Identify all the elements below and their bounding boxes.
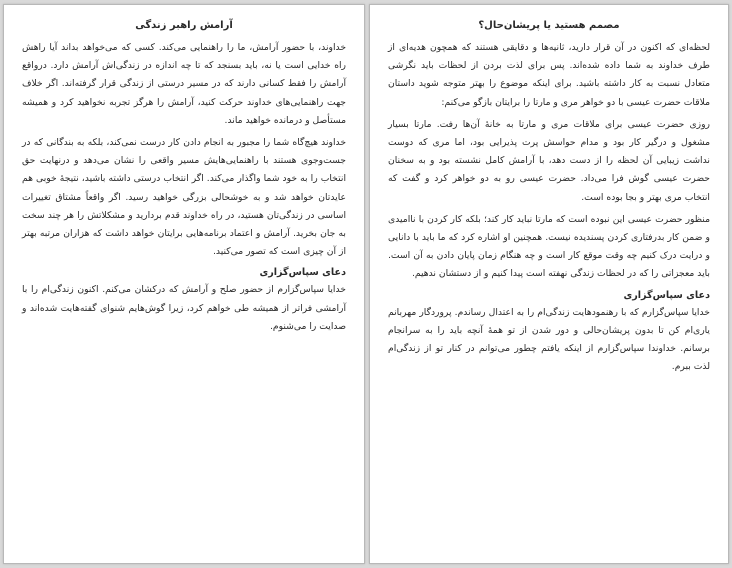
right-page-content <box>388 19 710 380</box>
right-paragraph-3: منظور حضرت عیسی این نبوده است که مارتا نباید کار کند؛ بلکه کار کردن با ناامیدی و ضمن کار بدرفتاری کردن پسندیده نیست. همچنین او اشاره کرد که ما باید با دانایی و درایت درک کنیم چه وقت موقع کار است و چه هنگام زمان پایان دادن به آن است. باید معجزاتی را که در لحظات زندگی نهفته است پیدا کنیم و از دستشان ندهیم. <box>388 213 710 280</box>
left-prayer-text: خدایا سپاس‌گزارم از حضور صلح و آرامش که درکشان می‌کنم. اکنون زندگی‌ام را با آرامشی فراتر از همیشه طی خواهم کرد، زیرا گوش‌هایم شنوای گفته‌هایت شده‌اند و صدایت را می‌شنوم. <box>22 284 346 332</box>
left-page <box>3 4 365 564</box>
right-paragraph-1: لحظه‌ای که اکنون در آن قرار دارید، ثانیه‌ها و دقایقی هستند که همچون هدیه‌ای از طرف خداوند به شما داده شده‌اند. پس برای لذت بردن از لحظات باید نگرشی متعادل نسبت به کار داشته باشید. برای اینکه موضوع را بهتر متوجه شوید داستان ملاقات حضرت عیسی با دو خواهر مری و مارتا را برایتان بازگو می‌کنم: <box>388 42 710 108</box>
left-paragraph-2: خداوند هیچ‌گاه شما را مجبور به انجام دادن کار درست نمی‌کند، بلکه به بندگانی که در جست‌وجوی هستند با راهنمایی‌هایش مسیر واقعی را نشان می‌دهد و درنهایت حق انتخاب را به خود شما واگذار می‌کند. اگر انتخاب درستی داشته باشید، نتیجهٔ خوبی هم عایدتان خواهد شد و به خوشحالی بزرگی خواهید رسید. اگر واقعاً مشتاق تغییرات اساسی در زندگی‌تان هستید، در راه خداوند قدم بردارید و مشکلاتش را هر چند سخت به جان بخرید. آرامش و اعتماد برنامه‌هایی برایتان خواهد داشت که هزاران مرتبه بهتر از آن چیزی است که تصور می‌کنید. <box>22 137 346 258</box>
right-prayer-heading: دعای سپاس‌گزاری <box>623 289 710 301</box>
right-page <box>369 4 729 564</box>
right-prayer-text: خدایا سپاس‌گزارم که با رهنمودهایت زندگی‌ام را به اعتدال رساندم. پروردگار مهربانم یاری‌ام کن تا بدون پریشان‌حالی و دور شدن از تو همهٔ آنچه باید را به سرانجام برسانم. خداوندا سپاس‌گزارم از اینکه یافتم چطور می‌توانم در کنار تو از زندگی‌ام لذت ببرم. <box>388 306 710 373</box>
right-paragraph-2: روزی حضرت عیسی برای ملاقات مری و مارتا به خانهٔ آن‌ها رفت. مارتا بسیار مشغول و درگیر کار بود و مدام حواسش پرت پذیرایی بود، اما مری که دوست نداشت زیبایی آن لحظه را از دست دهد، با آرامش کامل نشسته بود و به سخنان حضرت عیسی گوش فرا می‌داد. حضرت عیسی رو به دو خواهر کرد و گفت که انتخاب مری بهتر و بجا بوده است. <box>388 118 710 203</box>
left-page-content <box>22 19 346 340</box>
left-prayer-heading: دعای سپاس‌گزاری <box>259 267 346 279</box>
left-paragraph-1: خداوند، با حضور آرامش، ما را راهنمایی می‌کند. کسی که می‌خواهد بداند آیا راهش راه خدایی است یا نه، باید بسنجد که تا چه اندازه در زندگی‌اش آرامش دارد. درواقع آرامش را فقط کسانی دارند که در مسیر درستی از زندگی قرار گرفته‌اند. اگر خلاف جهت راهنمایی‌های خداوند حرکت کنید، آرامش را هرگز تجربه نخواهید کرد و همیشه مستأصل و درمانده خواهید ماند. <box>22 42 346 126</box>
left-page-title: آرامش راهبر زندگی <box>135 20 233 31</box>
right-page-title: مصمم هستید یا پریشان‌حال؟ <box>478 20 620 31</box>
